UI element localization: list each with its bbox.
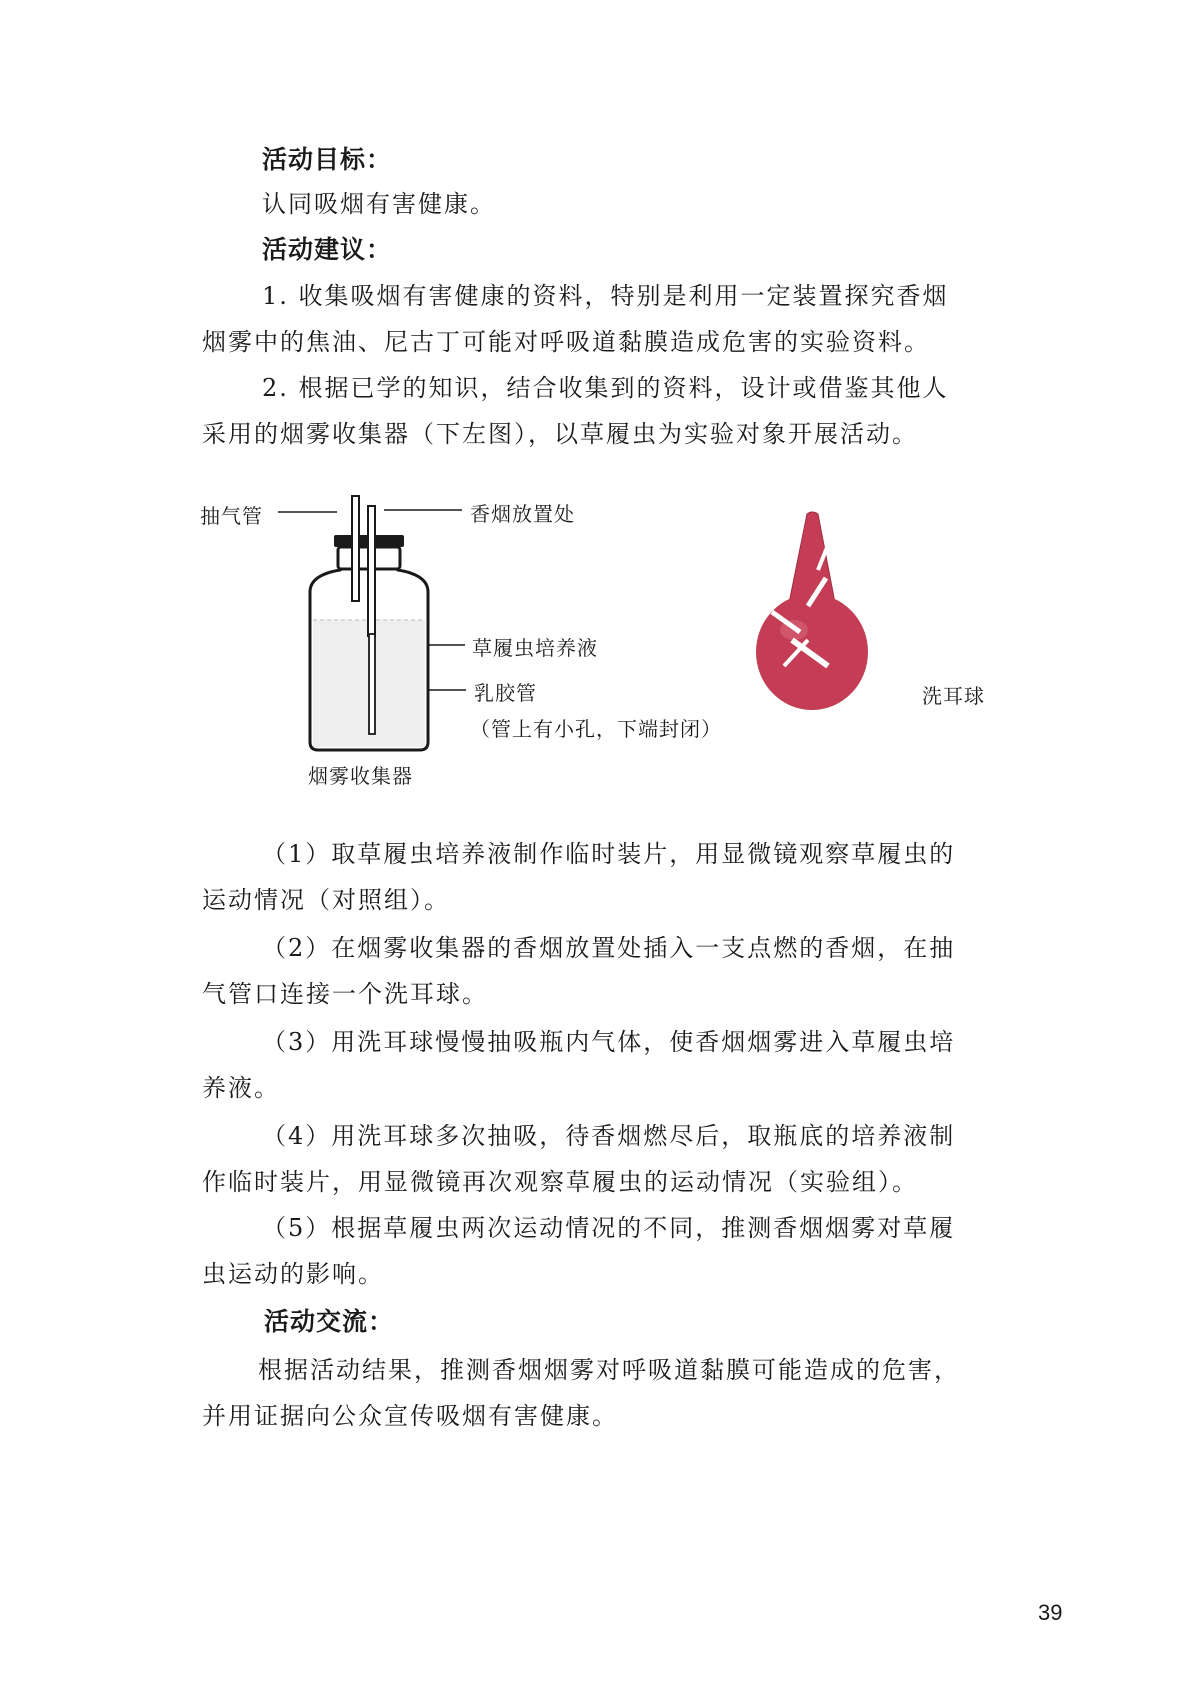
step4-line1: （4）用洗耳球多次抽吸，待香烟燃尽后，取瓶底的培养液制 — [262, 1122, 956, 1150]
step5-line1: （5）根据草履虫两次运动情况的不同，推测香烟烟雾对草履 — [262, 1214, 956, 1242]
exchange-heading: 活动交流： — [264, 1307, 395, 1336]
latex-tube — [369, 634, 375, 734]
step1-line1: （1）取草履虫培养液制作临时装片，用显微镜观察草履虫的 — [262, 840, 956, 868]
step2-line1: （2）在烟雾收集器的香烟放置处插入一支点燃的香烟，在抽 — [262, 934, 956, 962]
ear-syringe-bulb-icon — [756, 512, 868, 710]
item2-line2: 采用的烟雾收集器（下左图），以草履虫为实验对象开展活动。 — [202, 420, 918, 448]
goal-text: 认同吸烟有害健康。 — [262, 190, 496, 218]
label-cigarette-holder: 香烟放置处 — [470, 502, 575, 526]
step4-line2: 作临时装片，用显微镜再次观察草履虫的运动情况（实验组）。 — [202, 1168, 918, 1196]
item1-line1: 1. 收集吸烟有害健康的资料，特别是利用一定装置探究香烟 — [262, 282, 949, 310]
label-latex-tube: 乳胶管 — [474, 681, 537, 705]
step2-line2: 气管口连接一个洗耳球。 — [202, 980, 488, 1008]
exchange-line2: 并用证据向公众宣传吸烟有害健康。 — [202, 1402, 618, 1430]
page-number: 39 — [1038, 1600, 1063, 1625]
goal-heading: 活动目标： — [262, 145, 393, 174]
cigarette-tube — [368, 506, 375, 636]
exchange-line1: 根据活动结果，推测香烟烟雾对呼吸道黏膜可能造成的危害， — [258, 1356, 960, 1384]
label-tube-note: （管上有小孔，下端封闭） — [470, 717, 722, 741]
suggest-heading: 活动建议： — [262, 235, 393, 264]
step3-line2: 养液。 — [202, 1074, 280, 1102]
item2-line1: 2. 根据已学的知识，结合收集到的资料，设计或借鉴其他人 — [262, 374, 949, 402]
step5-line2: 虫运动的影响。 — [202, 1260, 384, 1288]
caption-collector: 烟雾收集器 — [308, 764, 413, 788]
label-exhaust-tube: 抽气管 — [200, 504, 263, 528]
item1-line2: 烟雾中的焦油、尼古丁可能对呼吸道黏膜造成危害的实验资料。 — [202, 328, 930, 356]
label-culture-liquid: 草履虫培养液 — [472, 636, 598, 660]
step1-line2: 运动情况（对照组）。 — [202, 886, 450, 914]
label-ear-bulb: 洗耳球 — [922, 684, 985, 708]
exhaust-tube — [352, 496, 359, 601]
step3-line1: （3）用洗耳球慢慢抽吸瓶内气体，使香烟烟雾进入草履虫培 — [262, 1028, 956, 1056]
